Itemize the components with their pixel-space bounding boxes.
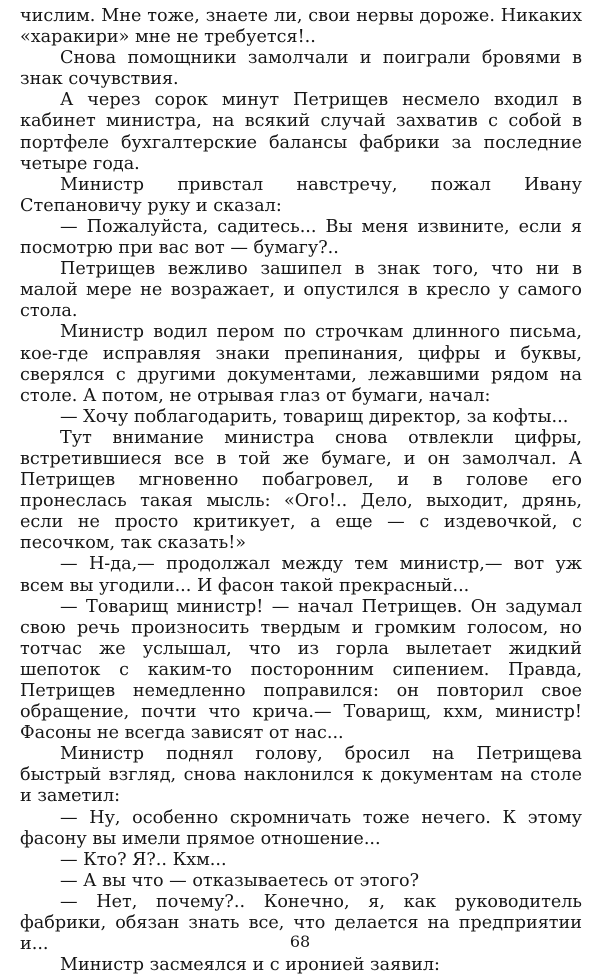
paragraph-1: числим. Мне тоже, знаете ли, свои нервы дороже. Никаких «харакири» мне не требуется!.. (20, 6, 582, 48)
page-text (20, 6, 582, 976)
paragraph-10: — Н-да,— продолжал между тем министр,— вот уж всем вы угодили... И фасон такой прекрасный... (20, 554, 582, 596)
paragraph-4: Министр привстал навстречу, пожал Ивану Степановичу руку и сказал: (20, 174, 582, 216)
page-number: 68 (289, 932, 311, 951)
paragraph-11: — Товарищ министр! — начал Петрищев. Он задумал свою речь произносить твердым и громким голосом, но тотчас же услышал, что из горла вылетает жидкий шепоток с каким-то посторонним сипением. Правда, Петрищев немедленно поправился: он повторил свое обращение, почти что крича.— Товарищ, кхм, министр! Фасоны не всегда зависят от нас... (20, 596, 582, 744)
paragraph-6: Петрищев вежливо зашипел в знак того, что ни в малой мере не возражает, и опустился в кресло у самого стола. (20, 259, 582, 322)
paragraph-13: — Ну, особенно скромничать тоже нечего. К этому фасону вы имели прямое отношение... (20, 807, 582, 849)
paragraph-7: Министр водил пером по строчкам длинного письма, кое-где исправляя знаки препинания, цифры и буквы, сверялся с другими документами, лежавшими рядом на столе. А потом, не отрывая глаз от бумаги, начал: (20, 322, 582, 406)
paragraph-2: Снова помощники замолчали и поиграли бровями в знак сочувствия. (20, 48, 582, 90)
paragraph-14: — Кто? Я?.. Кхм... (60, 849, 227, 870)
paragraph-17: Министр засмеялся и с иронией заявил: (60, 955, 440, 976)
paragraph-12: Министр поднял голову, бросил на Петрищева быстрый взгляд, снова наклонился к документам на столе и заметил: (20, 744, 582, 807)
paragraph-16: — Нет, почему?.. Конечно, я, как руководитель фабрики, обязан знать все, что делается на предприятии и... (20, 891, 582, 955)
paragraph-9: Тут внимание министра снова отвлекли цифры, встретившиеся все в той же бумаге, и он замолчал. А Петрищев мгновенно побагровел, и в голове его пронеслась такая мысль: «Ого!.. Дело, выходит, дрянь, если не просто критикует, а еще — с издевочкой, с песочком, так сказать!» (20, 427, 582, 554)
paragraph-15: — А вы что — отказываетесь от этого? (60, 870, 420, 891)
paragraph-8: — Хочу поблагодарить, товарищ директор, за кофты... (60, 406, 569, 427)
paragraph-3: А через сорок минут Петрищев несмело входил в кабинет министра, на всякий случай захватив с собой в портфеле бухгалтерские балансы фабрики за последние четыре года. (20, 90, 582, 174)
paragraph-5: — Пожалуйста, садитесь... Вы меня извините, если я посмотрю при вас вот — бумагу?.. (20, 216, 582, 259)
